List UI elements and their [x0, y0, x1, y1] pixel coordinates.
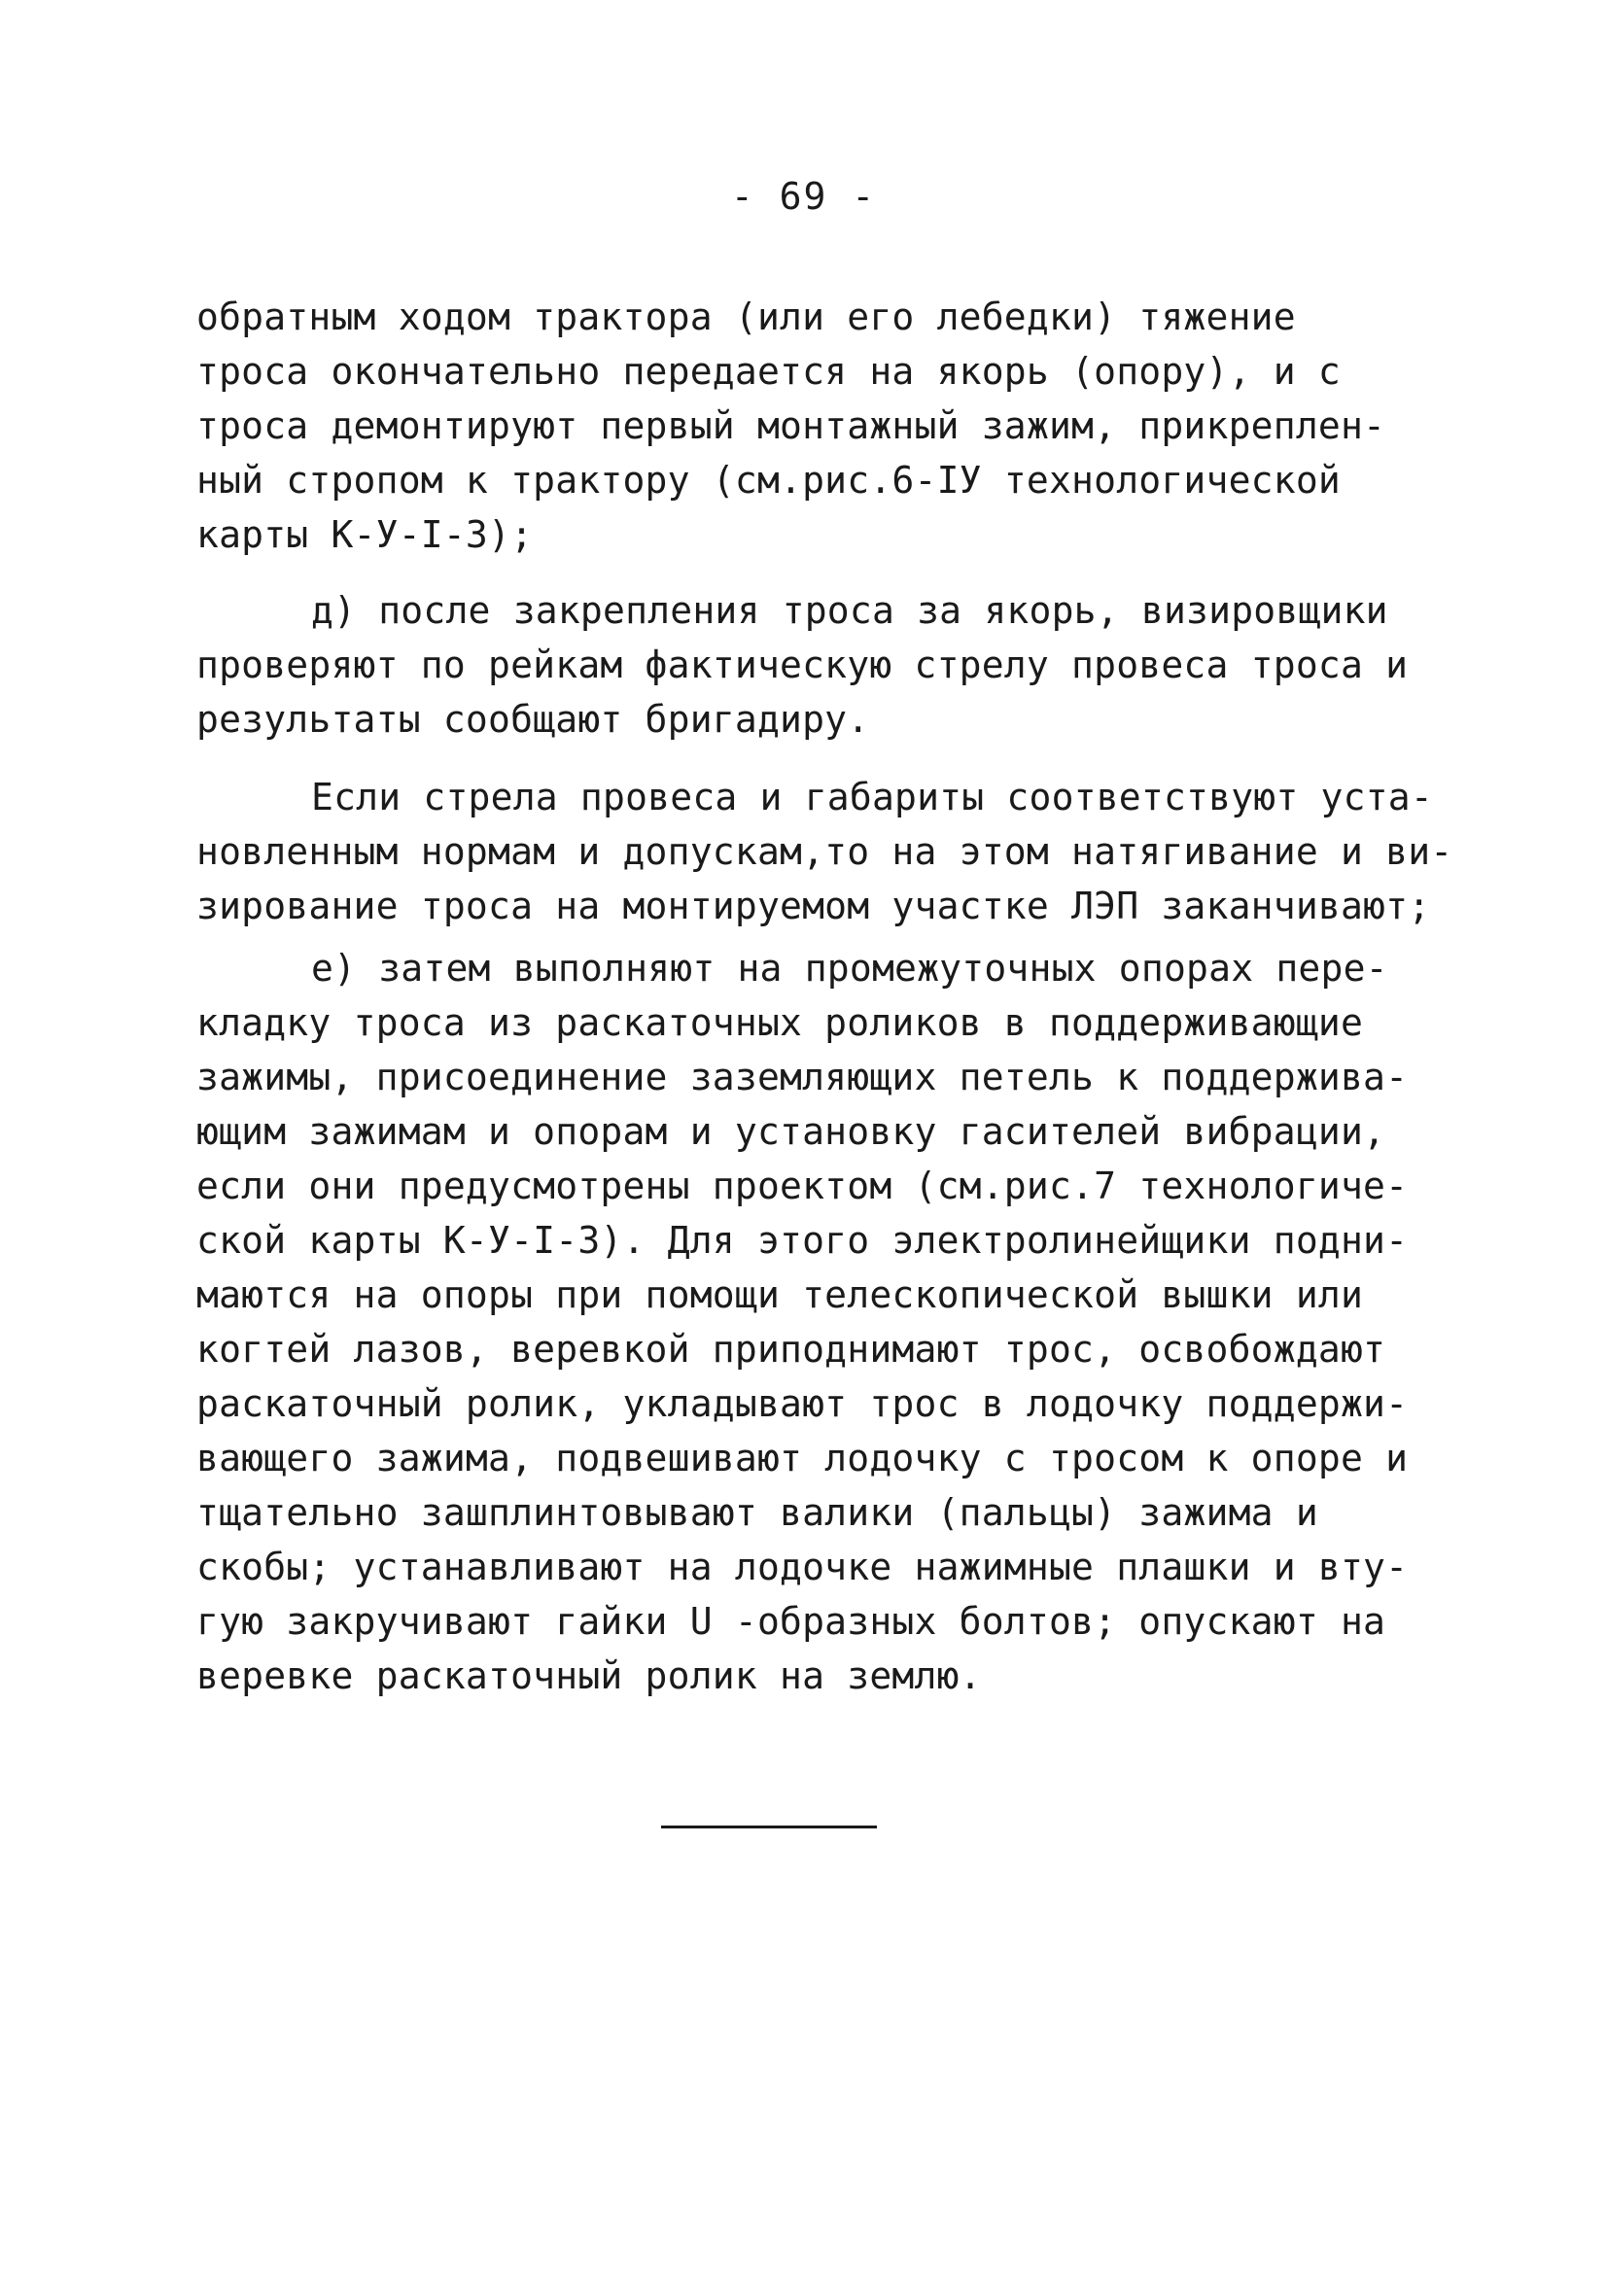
text-line: обратным ходом трактора (или его лебедки) тяжение — [196, 296, 1296, 338]
text-line: тщательно зашплинтовывают валики (пальцы) зажима и — [196, 1491, 1318, 1534]
text-line: скобы; устанавливают на лодочке нажимные плашки и вту- — [196, 1546, 1409, 1588]
text-line: вающего зажима, подвешивают лодочку с тросом к опоре и — [196, 1437, 1409, 1479]
text-line: ный стропом к трактору (см.рис.6-IУ технологической — [196, 459, 1341, 502]
page-number: - 69 - — [730, 175, 877, 218]
text-line: зирование троса на монтируемом участке ЛЭП заканчивают; — [196, 885, 1431, 927]
end-divider — [661, 1826, 877, 1828]
text-line: новленным нормам и допускам,то на этом натягивание и ви- — [196, 830, 1453, 873]
text-line: гую закручивают гайки U -образных болтов; опускают на — [196, 1600, 1386, 1643]
text-line: е) затем выполняют на промежуточных опорах пере- — [311, 947, 1388, 990]
text-line: д) после закрепления троса за якорь, визировщики — [311, 589, 1388, 632]
text-line: когтей лазов, веревкой приподнимают трос, освобождают — [196, 1328, 1386, 1371]
text-line: веревке раскаточный ролик на землю. — [196, 1654, 982, 1697]
text-line: зажимы, присоединение заземляющих петель к поддержива- — [196, 1056, 1409, 1098]
text-line: ской карты К-У-I-3). Для этого электролинейщики подни- — [196, 1219, 1409, 1262]
paragraph-tractor-tension — [196, 290, 1450, 562]
text-line: если они предусмотрены проектом (см.рис.7 технологиче- — [196, 1165, 1409, 1207]
text-line: троса демонтируют первый монтажный зажим, прикреплен- — [196, 404, 1386, 447]
text-line: ющим зажимам и опорам и установку гасителей вибрации, — [196, 1110, 1386, 1153]
text-line: троса окончательно передается на якорь (опору), и с — [196, 350, 1341, 393]
text-line: кладку троса из раскаточных роликов в поддерживающие — [196, 1001, 1364, 1044]
text-line: карты К-У-I-3); — [196, 513, 534, 556]
paragraph-item-e — [196, 941, 1450, 1703]
text-line: проверяют по рейкам фактическую стрелу провеса троса и — [196, 644, 1409, 686]
text-line: Если стрела провеса и габариты соответствуют уста- — [311, 776, 1433, 818]
text-line: маются на опоры при помощи телескопической вышки или — [196, 1273, 1364, 1316]
text-line: результаты сообщают бригадиру. — [196, 698, 870, 741]
paragraph-item-d — [196, 583, 1450, 747]
paragraph-sag-norms — [196, 770, 1453, 933]
text-line: раскаточный ролик, укладывают трос в лодочку поддержи- — [196, 1382, 1409, 1425]
